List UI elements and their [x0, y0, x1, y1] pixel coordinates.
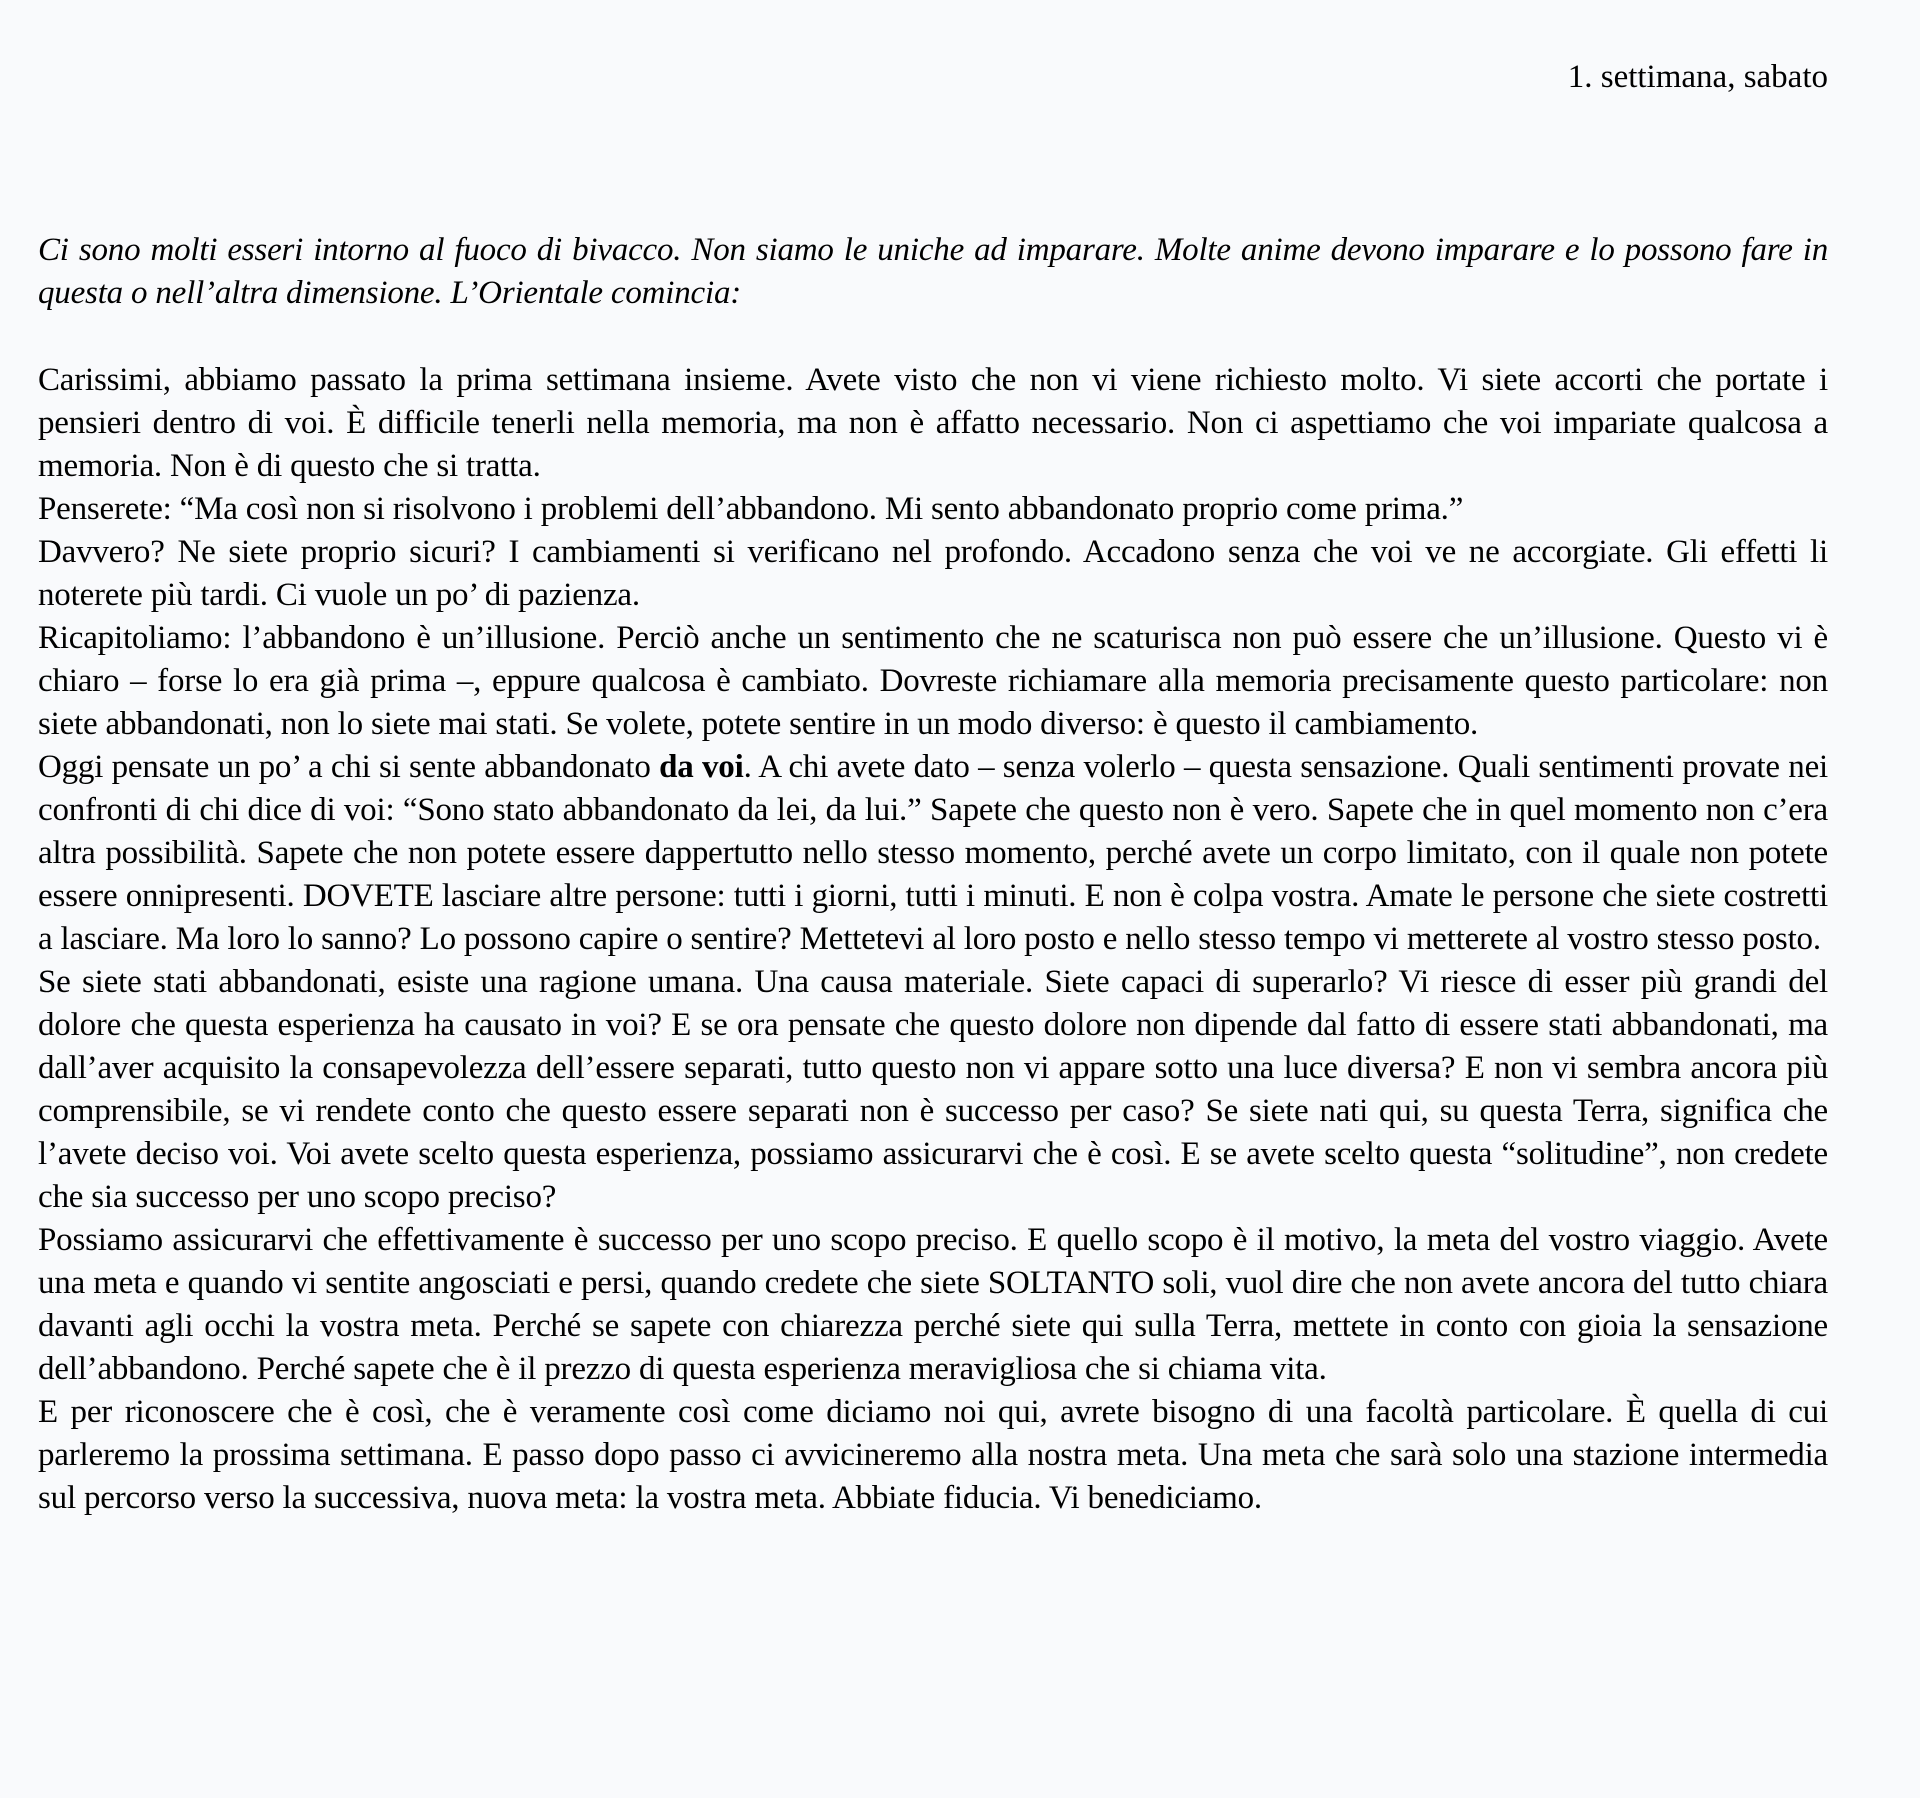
- message-paragraph: Possiamo assicurarvi che effettivamente è successo per uno scopo preciso. E quello scopo è il motivo, la meta del vostro viaggio. Avete una meta e quando vi sentite angosciati e persi, quando credete che siete SOLTANTO soli, vuol dire che non avete ancora del tutto chiara davanti agli occhi la vostra meta. Perché se sapete con chiarezza perché siete qui sulla Terra, mettete in conto con gioia la sensazione dell’abbandono. Perché sapete che è il prezzo di questa esperienza meravigliosa che si chiama vita.: [38, 1222, 1828, 1387]
- message-text: Oggi pensate un po’ a chi si sente abbandonato: [38, 749, 660, 785]
- message-text: . A chi avete dato – senza volerlo – questa sensazione. Quali sentimenti provate nei confronti di chi dice di voi: “Sono stato abbandonato da lei, da lui.” Sapete che questo non è vero. Sapete che in quel momento non c’era altra possibilità. Sapete che non potete essere dappertutto nello stesso momento, perché avete un corpo limitato, con il quale non potete essere onnipresenti. DOVETE lasciare altre persone: tutti i giorni, tutti i minuti. E non è colpa vostra. Amate le persone che siete costretti a lasciare. Ma loro lo sanno? Lo possono capire o sentire? Mettetevi al loro posto e nello stesso tempo vi metterete al vostro stesso posto.: [38, 749, 1828, 957]
- message-body: [38, 359, 1828, 1520]
- message-paragraph: Penserete: “Ma così non si risolvono i problemi dell’abbandono. Mi sento abbandonato proprio come prima.”: [38, 491, 1464, 527]
- message-paragraph: Carissimi, abbiamo passato la prima settimana insieme. Avete visto che non vi viene richiesto molto. Vi siete accorti che portate i pensieri dentro di voi. È difficile tenerli nella memoria, ma non è affatto necessario. Non ci aspettiamo che voi impariate qualcosa a memoria. Non è di questo che si tratta.: [38, 362, 1828, 484]
- message-paragraph: E per riconoscere che è così, che è veramente così come diciamo noi qui, avrete bisogno di una facoltà particolare. È quella di cui parleremo la prossima settimana. E passo dopo passo ci avvicineremo alla nostra meta. Una meta che sarà solo una stazione intermedia sul percorso verso la successiva, nuova meta: la vostra meta. Abbiate fiducia. Vi benediciamo.: [38, 1394, 1828, 1516]
- message-paragraph: Davvero? Ne siete proprio sicuri? I cambiamenti si verificano nel profondo. Accadono senza che voi ve ne accorgiate. Gli effetti li noterete più tardi. Ci vuole un po’ di pazienza.: [38, 534, 1828, 613]
- message-paragraph: [38, 746, 1828, 961]
- message-paragraph: Ricapitoliamo: l’abbandono è un’illusione. Perciò anche un sentimento che ne scaturisca non può essere che un’illusione. Questo vi è chiaro – forse lo era già prima –, eppure qualcosa è cambiato. Dovreste richiamare alla memoria precisamente questo particolare: non siete abbandonati, non lo siete mai stati. Se volete, potete sentire in un modo diverso: è questo il cambiamento.: [38, 620, 1828, 742]
- intro-paragraph: Ci sono molti esseri intorno al fuoco di bivacco. Non siamo le uniche ad imparare. Molte anime devono imparare e lo possono fare in questa o nell’altra dimensione. L’Orientale comincia:: [38, 232, 1828, 311]
- message-paragraph: Se siete stati abbandonati, esiste una ragione umana. Una causa materiale. Siete capaci di superarlo? Vi riesce di esser più grandi del dolore che questa esperienza ha causato in voi? E se ora pensate che questo dolore non dipende dal fatto di essere stati abbandonati, ma dall’aver acquisito la consapevolezza dell’essere separati, tutto questo non vi appare sotto una luce diversa? E non vi sembra ancora più comprensibile, se vi rendete conto che questo essere separati non è successo per caso? Se siete nati qui, su questa Terra, significa che l’avete deciso voi. Voi avete scelto questa esperienza, possiamo assicurarvi che è così. E se avete scelto questa “solitudine”, non credete che sia successo per uno scopo preciso?: [38, 964, 1828, 1215]
- emphasis-text: da voi: [659, 749, 744, 785]
- page-header-date: 1. settimana, sabato: [1567, 59, 1828, 95]
